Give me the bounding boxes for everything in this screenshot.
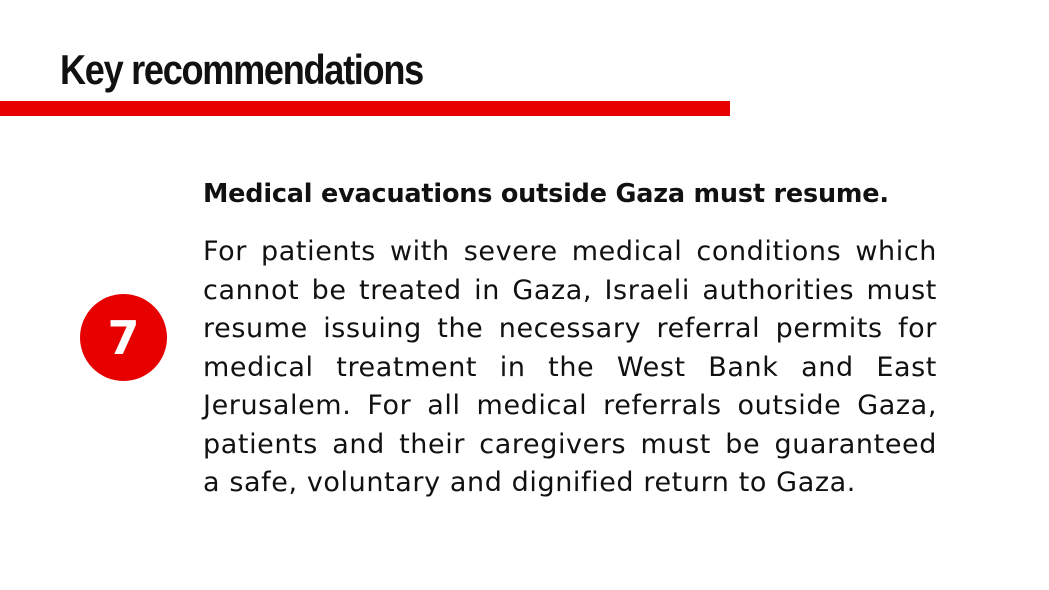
recommendation-number: 7 bbox=[107, 310, 140, 365]
title-underline-bar bbox=[0, 101, 730, 116]
recommendation-number-badge bbox=[80, 294, 167, 381]
body-line: medical treatment in the West Bank and East bbox=[203, 351, 937, 383]
page-title: Key recommendations bbox=[60, 46, 423, 93]
recommendation-heading: Medical evacuations outside Gaza must resume. bbox=[203, 179, 889, 209]
recommendation-content bbox=[203, 174, 937, 503]
body-line: For patients with severe medical conditions which bbox=[203, 236, 937, 267]
body-line: resume issuing the necessary referral permits for bbox=[203, 313, 937, 344]
recommendation-body bbox=[203, 233, 937, 503]
body-line: Jerusalem. For all medical referrals outside Gaza, bbox=[203, 390, 937, 421]
body-line: patients and their caregivers must be guaranteed bbox=[203, 428, 937, 460]
body-line: a safe, voluntary and dignified return to Gaza. bbox=[203, 467, 856, 498]
body-line: cannot be treated in Gaza, Israeli authorities must bbox=[203, 274, 937, 306]
